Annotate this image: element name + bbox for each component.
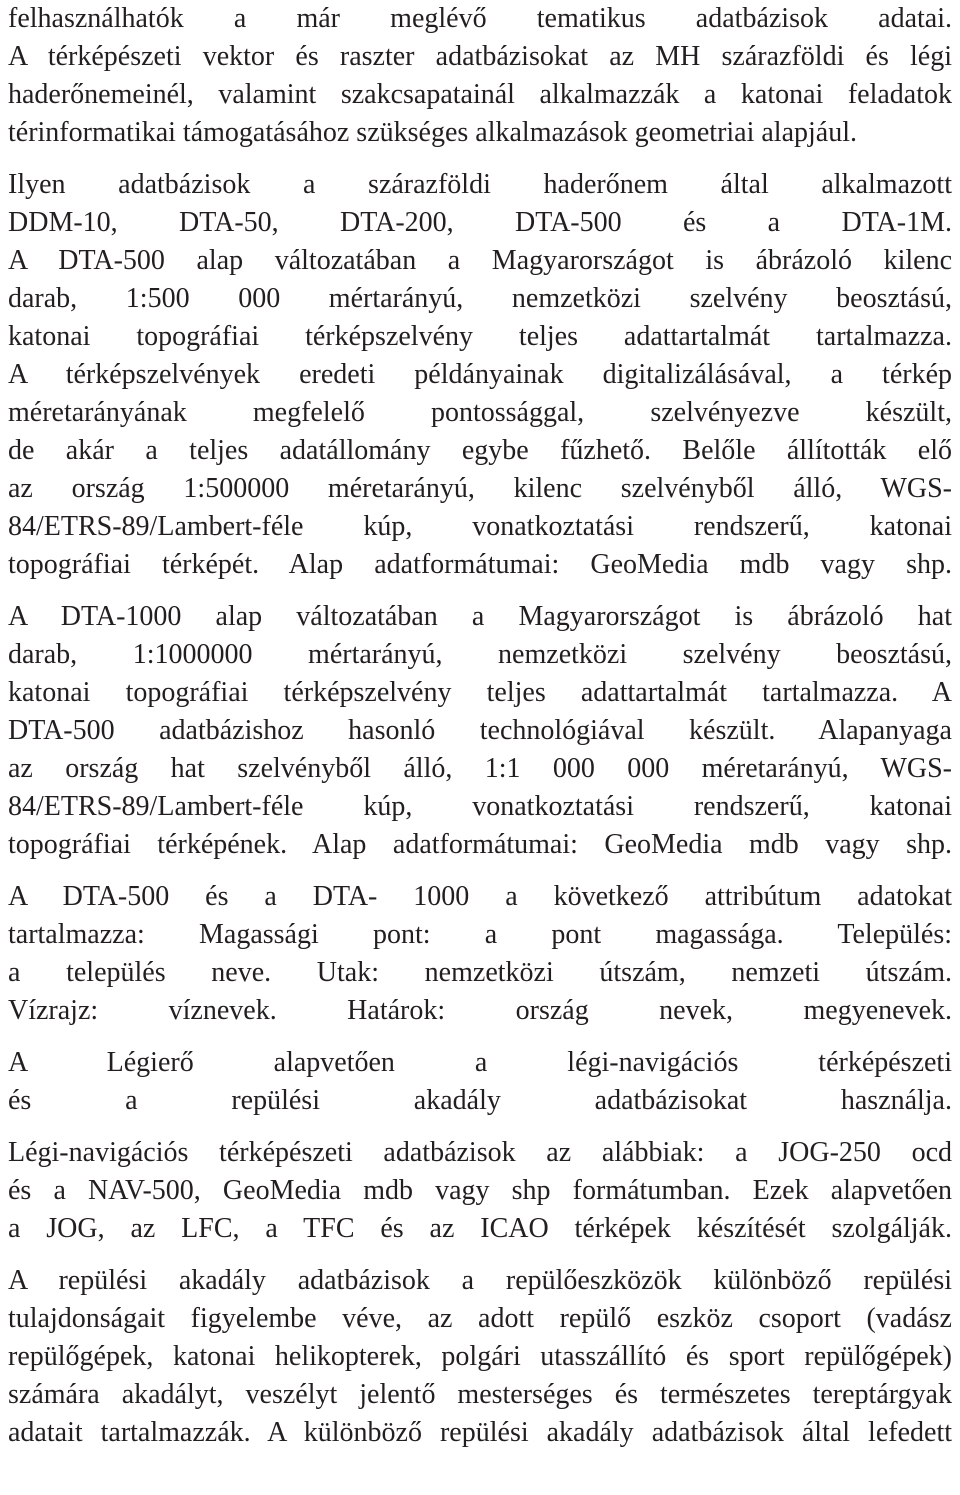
paragraph-obstacle-databases [8,1262,952,1452]
text-line: és a repülési akadály adatbázisokat használja. [8,1085,952,1116]
text-line: 84/ETRS-89/Lambert-féle kúp, vonatkoztatási rendszerű, katonai [8,791,952,822]
text-line: katonai topográfiai térképszelvény teljes adattartalmát tartalmazza. [8,321,952,352]
text-line: számára akadályt, veszélyt jelentő mesterséges és természetes tereptárgyak [8,1379,952,1410]
text-line: A repülési akadály adatbázisok a repülőeszközök különböző repülési [8,1265,952,1296]
text-line: A DTA-500 és a DTA- 1000 a következő attribútum adatokat [8,881,952,912]
text-line: méretarányának megfelelő pontossággal, szelvényezve készült, [8,397,952,428]
text-line: katonai topográfiai térképszelvény teljes adattartalmát tartalmazza. A [8,677,952,708]
paragraph-air-navigation [8,1134,952,1248]
text-line: darab, 1:1000000 mértarányú, nemzetközi szelvény beosztású, [8,639,952,670]
text-line: Ilyen adatbázisok a szárazföldi haderőnem által alkalmazott [8,169,952,200]
paragraph-air-force [8,1044,952,1120]
text-line: tulajdonságait figyelembe véve, az adott repülő eszköz csoport (vadász [8,1303,952,1334]
document-page [8,0,952,1452]
text-line: topográfiai térképének. Alap adatformátumai: GeoMedia mdb vagy shp. [8,829,952,860]
text-line: A DTA-500 alap változatában a Magyarországot is ábrázoló kilenc [8,245,952,276]
text-line: Légi-navigációs térképészeti adatbázisok az alábbiak: a JOG-250 ocd [8,1137,952,1168]
text-line: repülőgépek, katonai helikopterek, polgári utasszállító és sport repülőgépek) [8,1341,952,1372]
text-line: 84/ETRS-89/Lambert-féle kúp, vonatkoztatási rendszerű, katonai [8,511,952,542]
text-line: Vízrajz: víznevek. Határok: ország nevek, megyenevek. [8,995,952,1026]
text-line: térinformatikai támogatásához szükséges alkalmazások geometriai alapjául. [8,117,857,148]
text-line: az ország hat szelvényből álló, 1:1 000 000 méretarányú, WGS- [8,753,952,784]
text-line: A térképszelvények eredeti példányainak digitalizálásával, a térkép [8,359,952,390]
text-line: darab, 1:500 000 mértarányú, nemzetközi szelvény beosztású, [8,283,952,314]
text-line: adatait tartalmazzák. A különböző repülési akadály adatbázisok által lefedett [8,1417,952,1448]
text-line: DDM-10, DTA-50, DTA-200, DTA-500 és a DTA-1M. [8,207,952,238]
paragraph-dta1000 [8,598,952,864]
text-line: A Légierő alapvetően a légi-navigációs térképészeti [8,1047,952,1078]
text-line: és a NAV-500, GeoMedia mdb vagy shp formátumban. Ezek alapvetően [8,1175,952,1206]
paragraph-attributes [8,878,952,1030]
paragraph-dta500 [8,166,952,584]
text-line: A térképészeti vektor és raszter adatbázisokat az MH szárazföldi és légi [8,41,952,72]
text-line: az ország 1:500000 méretarányú, kilenc szelvényből álló, WGS- [8,473,952,504]
text-line: DTA-500 adatbázishoz hasonló technológiával készült. Alapanyaga [8,715,952,746]
text-line: haderőnemeinél, valamint szakcsapatainál alkalmazzák a katonai feladatok [8,79,952,110]
text-line: de akár a teljes adatállomány egybe fűzhető. Belőle állították elő [8,435,952,466]
text-line: a JOG, az LFC, a TFC és az ICAO térképek készítését szolgálják. [8,1213,952,1244]
text-line: a település neve. Utak: nemzetközi útszám, nemzeti útszám. [8,957,952,988]
text-line: tartalmazza: Magassági pont: a pont magassága. Település: [8,919,952,950]
text-line: A DTA-1000 alap változatában a Magyarországot is ábrázoló hat [8,601,952,632]
text-line: topográfiai térképét. Alap adatformátumai: GeoMedia mdb vagy shp. [8,549,952,580]
text-line: felhasználhatók a már meglévő tematikus adatbázisok adatai. [8,3,952,34]
paragraph-intro [8,0,952,152]
